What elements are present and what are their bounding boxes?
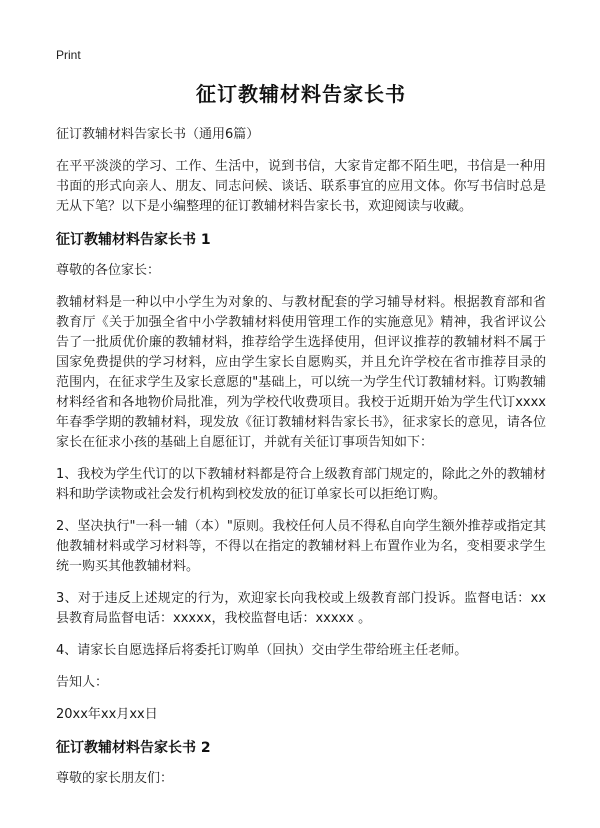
page-title: 征订教辅材料告家长书 [196, 82, 406, 106]
section-2-heading: 征订教辅材料告家长书 2 [56, 740, 211, 756]
section-1-item-2: 2、坚决执行"一科一辅（本）"原则。我校任何人员不得私自向学生额外推荐或指定其他教辅材料或学习材料等，不得以在指定的教辅材料上布置作业为名，变相要求学生统一购买其他教辅材料。 [56, 519, 546, 574]
section-1-date: 20xx年xx月xx日 [56, 707, 158, 722]
section-1-body: 教辅材料是一种以中小学生为对象的、与教材配套的学习辅导材料。根据教育部和省教育厅《关于加强全省中小学教辅材料使用管理工作的实施意见》精神，我省评议公告了一批质优价廉的教辅材料，推荐给学生选择使用，但评议推荐的教辅材料不属于国家免费提供的学习材料，应由学生家长自愿购买，并且允许学校在省市推荐目录的范围内，在征求学生及家长意愿的"基础上，可以统一为学生代订教辅材料。订购教辅材料经省和各地物价局批准，列为学校代收费项目。我校于近期开始为学生代订xxxx 年春季学期的教辅材料，现发放《征订教辅材料告家长书》，征求家长的意见，请各位家长在征求小孩的基础上自愿征订，并就有关征订事项告知如下： [56, 295, 546, 450]
section-1-item-4: 4、请家长自愿选择后将委托订购单（回执）交由学生带给班主任老师。 [56, 643, 468, 658]
section-1-heading: 征订教辅材料告家长书 1 [56, 232, 211, 248]
print-link[interactable]: Print [56, 48, 81, 62]
section-2-salutation: 尊敬的家长朋友们： [56, 771, 174, 786]
section-1-item-1: 1、我校为学生代订的以下教辅材料都是符合上级教育部门规定的，除此之外的教辅材料和助学读物或社会发行机构到校发放的征订单家长可以拒绝订购。 [56, 467, 546, 502]
section-1-closing: 告知人： [56, 675, 109, 690]
section-1-salutation: 尊敬的各位家长： [56, 263, 161, 278]
document-subtitle: 征订教辅材料告家长书（通用6篇） [56, 127, 260, 142]
intro-paragraph: 在平平淡淡的学习、工作、生活中，说到书信，大家肯定都不陌生吧，书信是一种用书面的形式向亲人、朋友、同志问候、谈话、联系事宜的应用文体。你写书信时总是无从下笔？以下是小编整理的征订教辅材料告家长书，欢迎阅读与收藏。 [56, 159, 546, 214]
section-1-item-3: 3、对于违反上述规定的行为，欢迎家长向我校或上级教育部门投诉。监督电话：xx县教育局监督电话：xxxxx，我校监督电话：xxxxx 。 [56, 591, 546, 626]
